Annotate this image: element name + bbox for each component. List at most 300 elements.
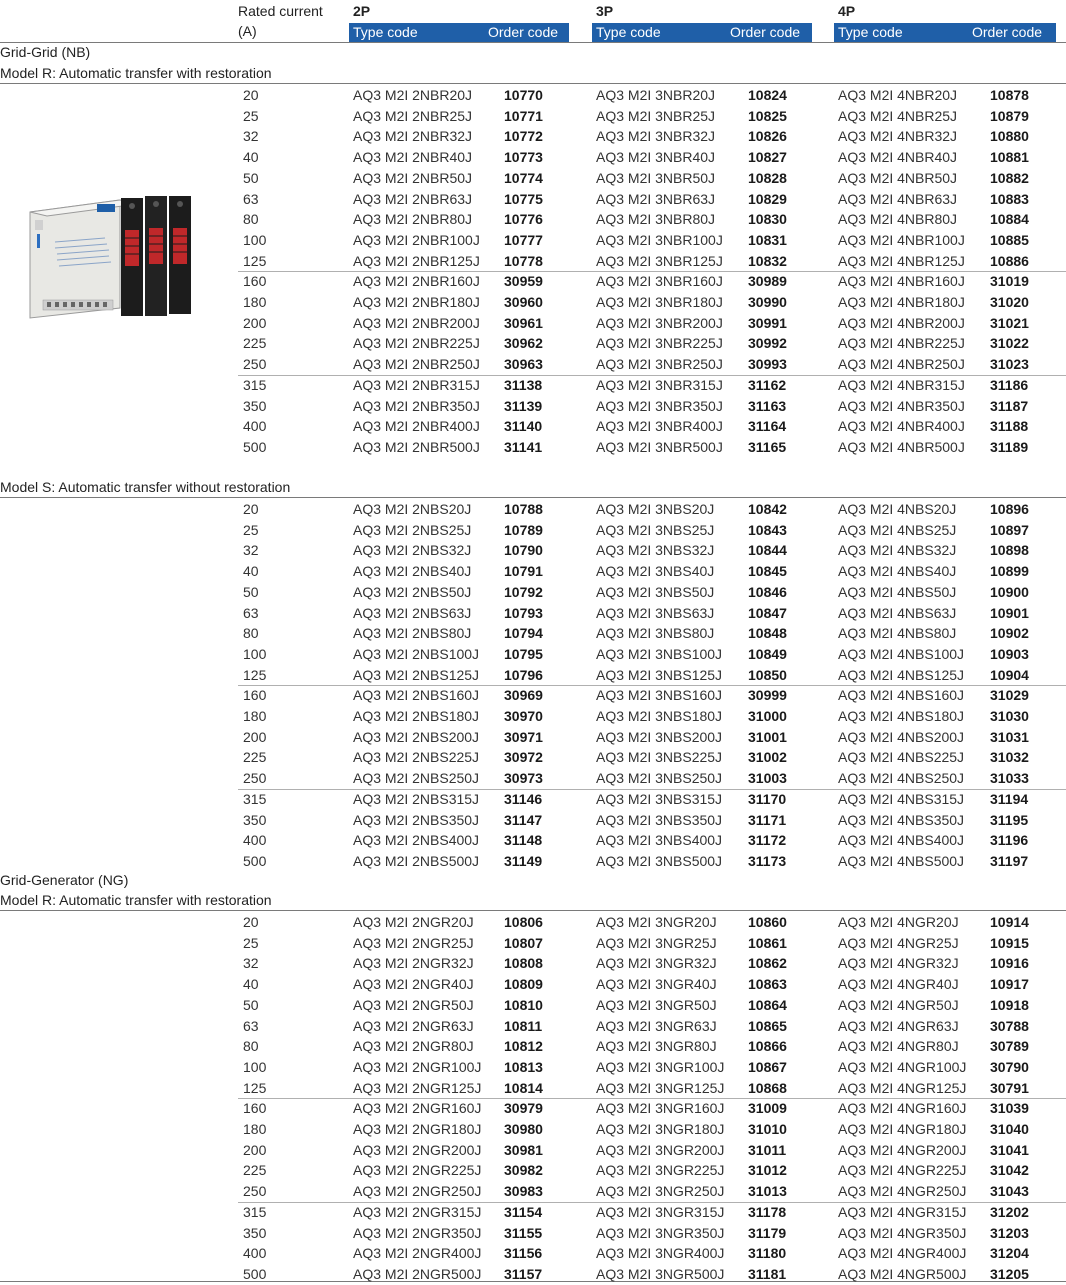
- type-code-2p-cell: AQ3 M2I 2NGR25J: [353, 934, 474, 951]
- table-row: [0, 437, 1066, 458]
- type-code-2p-cell: AQ3 M2I 2NGR50J: [353, 996, 474, 1013]
- order-code-3p-cell: 10832: [748, 252, 787, 269]
- type-code-4p-cell: AQ3 M2I 4NGR32J: [838, 955, 959, 972]
- order-code-4p-cell: 10917: [990, 976, 1029, 993]
- type-code-3p-cell: AQ3 M2I 3NGR100J: [596, 1058, 725, 1075]
- rated-current-cell: 25: [243, 107, 259, 124]
- order-code-4p-cell: 10881: [990, 149, 1029, 166]
- type-code-3p-cell: AQ3 M2I 3NBS315J: [596, 790, 723, 807]
- order-code-2p-cell: 10771: [504, 107, 543, 124]
- order-code-3p-cell: 10842: [748, 501, 787, 517]
- order-code-2p-cell: 10814: [504, 1079, 543, 1096]
- rated-current-cell: 50: [243, 996, 259, 1013]
- order-code-3p-cell: 31180: [748, 1245, 787, 1262]
- order-code-2p-cell: 10770: [504, 87, 543, 103]
- order-code-4p-cell: 31188: [990, 418, 1029, 435]
- order-code-header: Order code: [488, 24, 559, 40]
- type-code-2p-cell: AQ3 M2I 2NBR100J: [353, 231, 480, 248]
- type-code-4p-cell: AQ3 M2I 4NGR25J: [838, 934, 959, 951]
- type-code-4p-cell: AQ3 M2I 4NGR125J: [838, 1079, 967, 1096]
- rated-current-cell: 180: [243, 294, 267, 310]
- order-code-3p-cell: 31011: [748, 1141, 787, 1158]
- order-code-2p-cell: 30980: [504, 1121, 543, 1137]
- type-code-2p-cell: AQ3 M2I 2NGR500J: [353, 1265, 482, 1282]
- order-code-4p-cell: 10904: [990, 666, 1029, 683]
- order-code-4p-cell: 10901: [990, 604, 1029, 621]
- rated-current-cell: 125: [243, 666, 267, 683]
- order-code-4p-cell: 31187: [990, 397, 1029, 414]
- order-code-4p-cell: 10899: [990, 563, 1029, 580]
- rated-current-cell: 160: [243, 1100, 267, 1117]
- rated-current-cell: 250: [243, 770, 267, 787]
- type-code-2p-cell: AQ3 M2I 2NBR400J: [353, 418, 480, 435]
- type-code-3p-cell: AQ3 M2I 3NBR63J: [596, 190, 716, 207]
- type-code-2p-cell: AQ3 M2I 2NGR125J: [353, 1079, 482, 1096]
- order-code-4p-cell: 10879: [990, 107, 1029, 124]
- type-code-2p-cell: AQ3 M2I 2NBR32J: [353, 128, 473, 145]
- type-code-2p-cell: AQ3 M2I 2NBS25J: [353, 521, 472, 538]
- order-code-3p-cell: 10830: [748, 211, 787, 228]
- order-code-header: Order code: [972, 24, 1043, 40]
- type-code-2p-cell: AQ3 M2I 2NGR80J: [353, 1038, 474, 1055]
- type-code-2p-cell: AQ3 M2I 2NBR500J: [353, 438, 480, 455]
- type-code-4p-cell: AQ3 M2I 4NGR63J: [838, 1017, 959, 1034]
- type-code-3p-cell: AQ3 M2I 3NBS350J: [596, 811, 723, 828]
- table-row: [0, 789, 1066, 810]
- table-row: [0, 189, 1066, 210]
- order-code-3p-cell: 10861: [748, 934, 787, 951]
- table-row: [0, 747, 1066, 768]
- table-row: [0, 230, 1066, 251]
- rated-current-cell: 63: [243, 1017, 259, 1034]
- order-code-3p-cell: 31010: [748, 1121, 787, 1137]
- rated-current-cell: 100: [243, 231, 267, 248]
- type-code-4p-cell: AQ3 M2I 4NBS32J: [838, 542, 957, 559]
- type-code-4p-cell: AQ3 M2I 4NBR350J: [838, 397, 965, 414]
- order-code-2p-cell: 31139: [504, 397, 543, 414]
- order-code-3p-cell: 30989: [748, 273, 787, 290]
- type-code-4p-cell: AQ3 M2I 4NBS315J: [838, 790, 965, 807]
- order-code-4p-cell: 30788: [990, 1017, 1029, 1034]
- type-code-3p-cell: AQ3 M2I 3NGR80J: [596, 1038, 717, 1055]
- type-code-2p-cell: AQ3 M2I 2NBR225J: [353, 335, 480, 352]
- order-code-4p-cell: 31040: [990, 1121, 1029, 1137]
- order-code-2p-cell: 30970: [504, 708, 543, 724]
- type-code-2p-cell: AQ3 M2I 2NBS80J: [353, 625, 472, 642]
- order-code-4p-cell: 31043: [990, 1183, 1029, 1200]
- type-code-3p-cell: AQ3 M2I 3NGR500J: [596, 1265, 725, 1282]
- order-code-4p-cell: 31189: [990, 438, 1029, 455]
- type-code-2p-cell: AQ3 M2I 2NGR315J: [353, 1203, 482, 1220]
- table-row: [0, 603, 1066, 624]
- table-row: [0, 354, 1066, 375]
- order-code-2p-cell: 10776: [504, 211, 543, 228]
- type-code-4p-cell: AQ3 M2I 4NGR50J: [838, 996, 959, 1013]
- rated-current-cell: 160: [243, 687, 267, 704]
- type-code-3p-cell: AQ3 M2I 3NBS40J: [596, 563, 715, 580]
- order-code-3p-cell: 31162: [748, 376, 787, 393]
- type-code-3p-cell: AQ3 M2I 3NBS400J: [596, 832, 723, 849]
- order-code-2p-cell: 10788: [504, 501, 543, 517]
- order-code-2p-cell: 10807: [504, 934, 543, 951]
- table-row: [0, 168, 1066, 189]
- type-code-3p-cell: AQ3 M2I 3NBR125J: [596, 252, 723, 269]
- type-code-2p-cell: AQ3 M2I 2NGR250J: [353, 1183, 482, 1200]
- type-code-3p-cell: AQ3 M2I 3NBR180J: [596, 294, 723, 310]
- order-code-4p-cell: 31194: [990, 790, 1029, 807]
- table-row: [0, 520, 1066, 541]
- type-code-4p-cell: AQ3 M2I 4NBS350J: [838, 811, 965, 828]
- rated-current-cell: 50: [243, 169, 259, 186]
- type-code-4p-cell: AQ3 M2I 4NBR100J: [838, 231, 965, 248]
- order-code-2p-cell: 10789: [504, 521, 543, 538]
- pole-2p-column-header: [349, 23, 569, 42]
- order-code-4p-cell: 31186: [990, 376, 1029, 393]
- rated-current-cell: 100: [243, 1058, 267, 1075]
- rated-current-cell: 32: [243, 542, 259, 559]
- type-code-3p-cell: AQ3 M2I 3NGR63J: [596, 1017, 717, 1034]
- table-row: [0, 271, 1066, 292]
- order-code-4p-cell: 30791: [990, 1079, 1029, 1096]
- order-code-4p-cell: 10916: [990, 955, 1029, 972]
- rated-current-cell: 63: [243, 190, 259, 207]
- type-code-4p-cell: AQ3 M2I 4NBR63J: [838, 190, 958, 207]
- type-code-2p-cell: AQ3 M2I 2NBS40J: [353, 563, 472, 580]
- order-code-3p-cell: 10862: [748, 955, 787, 972]
- order-code-4p-cell: 10902: [990, 625, 1029, 642]
- table-row: [0, 1223, 1066, 1244]
- order-code-2p-cell: 10813: [504, 1058, 543, 1075]
- type-code-3p-cell: AQ3 M2I 3NBR400J: [596, 418, 723, 435]
- type-code-3p-cell: AQ3 M2I 3NBS500J: [596, 852, 723, 869]
- order-code-3p-cell: 10849: [748, 645, 787, 662]
- table-row: [0, 1119, 1066, 1140]
- order-code-4p-cell: 31032: [990, 749, 1029, 766]
- order-code-3p-cell: 31163: [748, 397, 787, 414]
- table-row: [0, 706, 1066, 727]
- table-row: [0, 1160, 1066, 1181]
- table-row: [0, 830, 1066, 851]
- table-row: [0, 1036, 1066, 1057]
- type-code-4p-cell: AQ3 M2I 4NBR160J: [838, 273, 965, 290]
- table-row: [0, 1181, 1066, 1202]
- order-code-4p-cell: 31020: [990, 294, 1029, 310]
- order-code-4p-cell: 31196: [990, 832, 1029, 849]
- table-row: [0, 768, 1066, 789]
- type-code-2p-cell: AQ3 M2I 2NBR125J: [353, 252, 480, 269]
- type-code-2p-cell: AQ3 M2I 2NGR20J: [353, 914, 474, 930]
- order-code-2p-cell: 10795: [504, 645, 543, 662]
- type-code-3p-cell: AQ3 M2I 3NGR225J: [596, 1162, 725, 1179]
- table-row: [0, 582, 1066, 603]
- order-code-3p-cell: 30990: [748, 294, 787, 310]
- type-code-4p-cell: AQ3 M2I 4NBR32J: [838, 128, 958, 145]
- type-code-4p-cell: AQ3 M2I 4NGR160J: [838, 1100, 967, 1117]
- rated-current-cell: 200: [243, 314, 267, 331]
- order-code-3p-cell: 31173: [748, 852, 787, 869]
- order-code-4p-cell: 31197: [990, 852, 1029, 869]
- type-code-3p-cell: AQ3 M2I 3NBR100J: [596, 231, 723, 248]
- type-code-4p-cell: AQ3 M2I 4NBR50J: [838, 169, 958, 186]
- type-code-2p-cell: AQ3 M2I 2NBR160J: [353, 273, 480, 290]
- rated-current-cell: 125: [243, 1079, 267, 1096]
- table-row: [0, 396, 1066, 417]
- type-code-3p-cell: AQ3 M2I 3NBR32J: [596, 128, 716, 145]
- type-code-4p-cell: AQ3 M2I 4NBS160J: [838, 687, 965, 704]
- order-code-3p-cell: 10865: [748, 1017, 787, 1034]
- order-code-3p-cell: 31002: [748, 749, 787, 766]
- type-code-4p-cell: AQ3 M2I 4NBS180J: [838, 708, 965, 724]
- order-code-2p-cell: 10778: [504, 252, 543, 269]
- order-code-3p-cell: 10848: [748, 625, 787, 642]
- order-code-4p-cell: 31029: [990, 687, 1029, 704]
- order-code-2p-cell: 10775: [504, 190, 543, 207]
- table-row: [0, 1243, 1066, 1264]
- rated-current-cell: 180: [243, 1121, 267, 1137]
- type-code-3p-cell: AQ3 M2I 3NBS125J: [596, 666, 723, 683]
- table-row: [0, 1098, 1066, 1119]
- type-code-2p-cell: AQ3 M2I 2NGR180J: [353, 1121, 482, 1137]
- order-code-4p-cell: 31204: [990, 1245, 1029, 1262]
- order-code-3p-cell: 31170: [748, 790, 787, 807]
- type-code-2p-cell: AQ3 M2I 2NGR350J: [353, 1224, 482, 1241]
- type-code-3p-cell: AQ3 M2I 3NBR160J: [596, 273, 723, 290]
- type-code-3p-cell: AQ3 M2I 3NBR500J: [596, 438, 723, 455]
- type-code-2p-cell: AQ3 M2I 2NBS400J: [353, 832, 480, 849]
- rated-current-cell: 20: [243, 87, 259, 103]
- type-code-2p-cell: AQ3 M2I 2NBR200J: [353, 314, 480, 331]
- pole-2p-label: 2P: [353, 3, 371, 19]
- table-row: [0, 126, 1066, 147]
- type-code-2p-cell: AQ3 M2I 2NBS315J: [353, 790, 480, 807]
- rated-current-cell: 350: [243, 397, 267, 414]
- type-code-3p-cell: AQ3 M2I 3NBR25J: [596, 107, 716, 124]
- rated-current-cell: 40: [243, 976, 259, 993]
- rated-current-cell: 225: [243, 335, 267, 352]
- table-row: [0, 85, 1066, 106]
- order-code-2p-cell: 31157: [504, 1265, 543, 1282]
- order-code-header: Order code: [730, 24, 801, 40]
- rated-current-cell: 80: [243, 1038, 259, 1055]
- order-code-3p-cell: 31178: [748, 1203, 787, 1220]
- order-code-4p-cell: 10897: [990, 521, 1029, 538]
- type-code-2p-cell: AQ3 M2I 2NBS125J: [353, 666, 480, 683]
- type-code-3p-cell: AQ3 M2I 3NBS225J: [596, 749, 723, 766]
- order-code-3p-cell: 10864: [748, 996, 787, 1013]
- table-row: [0, 209, 1066, 230]
- order-code-2p-cell: 31138: [504, 376, 543, 393]
- type-code-3p-cell: AQ3 M2I 3NGR350J: [596, 1224, 725, 1241]
- table-row: [0, 292, 1066, 313]
- order-code-4p-cell: 10915: [990, 934, 1029, 951]
- order-code-3p-cell: 31172: [748, 832, 787, 849]
- order-code-2p-cell: 10773: [504, 149, 543, 166]
- order-code-2p-cell: 31148: [504, 832, 543, 849]
- order-code-4p-cell: 31039: [990, 1100, 1029, 1117]
- type-code-4p-cell: AQ3 M2I 4NBS100J: [838, 645, 965, 662]
- type-code-2p-cell: AQ3 M2I 2NBR180J: [353, 294, 480, 310]
- order-code-2p-cell: 30973: [504, 770, 543, 787]
- type-code-4p-cell: AQ3 M2I 4NBS63J: [838, 604, 957, 621]
- order-code-3p-cell: 31009: [748, 1100, 787, 1117]
- type-code-3p-cell: AQ3 M2I 3NBR40J: [596, 149, 716, 166]
- type-code-3p-cell: AQ3 M2I 3NBS250J: [596, 770, 723, 787]
- type-code-4p-cell: AQ3 M2I 4NGR225J: [838, 1162, 967, 1179]
- order-code-4p-cell: 10898: [990, 542, 1029, 559]
- table-row: [0, 851, 1066, 872]
- type-code-4p-cell: AQ3 M2I 4NBS200J: [838, 728, 965, 745]
- type-code-4p-cell: AQ3 M2I 4NBR25J: [838, 107, 958, 124]
- order-code-2p-cell: 30983: [504, 1183, 543, 1200]
- type-code-4p-cell: AQ3 M2I 4NBS225J: [838, 749, 965, 766]
- order-code-2p-cell: 10792: [504, 583, 543, 600]
- order-code-3p-cell: 10846: [748, 583, 787, 600]
- order-code-2p-cell: 10793: [504, 604, 543, 621]
- rated-current-cell: 225: [243, 1162, 267, 1179]
- order-code-2p-cell: 31146: [504, 790, 543, 807]
- rated-current-cell: 400: [243, 832, 267, 849]
- rated-current-cell: 250: [243, 356, 267, 373]
- order-code-4p-cell: 31042: [990, 1162, 1029, 1179]
- type-code-3p-cell: AQ3 M2I 3NBR20J: [596, 87, 716, 103]
- rated-current-cell: 180: [243, 708, 267, 724]
- table-row: [0, 685, 1066, 706]
- order-code-2p-cell: 30979: [504, 1100, 543, 1117]
- order-code-2p-cell: 10810: [504, 996, 543, 1013]
- type-code-3p-cell: AQ3 M2I 3NBS50J: [596, 583, 715, 600]
- type-code-3p-cell: AQ3 M2I 3NBR225J: [596, 335, 723, 352]
- type-code-2p-cell: AQ3 M2I 2NGR100J: [353, 1058, 482, 1075]
- order-code-3p-cell: 31181: [748, 1265, 787, 1282]
- type-code-2p-cell: AQ3 M2I 2NBS160J: [353, 687, 480, 704]
- type-code-3p-cell: AQ3 M2I 3NGR315J: [596, 1203, 725, 1220]
- order-code-4p-cell: 31021: [990, 314, 1029, 331]
- type-code-4p-cell: AQ3 M2I 4NBS40J: [838, 563, 957, 580]
- order-code-2p-cell: 30963: [504, 356, 543, 373]
- order-code-2p-cell: 30972: [504, 749, 543, 766]
- order-code-4p-cell: 10878: [990, 87, 1029, 103]
- rated-current-unit: (A): [238, 23, 257, 39]
- type-code-4p-cell: AQ3 M2I 4NBS80J: [838, 625, 957, 642]
- order-code-2p-cell: 31154: [504, 1203, 543, 1220]
- table-row: [0, 953, 1066, 974]
- type-code-4p-cell: AQ3 M2I 4NGR180J: [838, 1121, 967, 1137]
- order-code-4p-cell: 31203: [990, 1224, 1029, 1241]
- type-code-4p-cell: AQ3 M2I 4NBR20J: [838, 87, 958, 103]
- order-code-2p-cell: 10811: [504, 1017, 543, 1034]
- rated-current-header: Rated current: [238, 3, 323, 19]
- rated-current-cell: 250: [243, 1183, 267, 1200]
- type-code-4p-cell: AQ3 M2I 4NBR40J: [838, 149, 958, 166]
- type-code-2p-cell: AQ3 M2I 2NBS225J: [353, 749, 480, 766]
- type-code-4p-cell: AQ3 M2I 4NBR500J: [838, 438, 965, 455]
- table-row: [0, 644, 1066, 665]
- order-code-3p-cell: 10828: [748, 169, 787, 186]
- order-code-4p-cell: 10886: [990, 252, 1029, 269]
- type-code-2p-cell: AQ3 M2I 2NBS50J: [353, 583, 472, 600]
- order-code-2p-cell: 30959: [504, 273, 543, 290]
- order-code-4p-cell: 31033: [990, 770, 1029, 787]
- order-code-4p-cell: 31023: [990, 356, 1029, 373]
- table-row: [0, 665, 1066, 686]
- type-code-4p-cell: AQ3 M2I 4NGR100J: [838, 1058, 967, 1075]
- rated-current-cell: 32: [243, 128, 259, 145]
- order-code-4p-cell: 10882: [990, 169, 1029, 186]
- table-row: [0, 1264, 1066, 1285]
- order-code-4p-cell: 10918: [990, 996, 1029, 1013]
- type-code-2p-cell: AQ3 M2I 2NBR80J: [353, 211, 473, 228]
- rated-current-cell: 500: [243, 438, 267, 455]
- order-code-3p-cell: 10844: [748, 542, 787, 559]
- table-row: [0, 561, 1066, 582]
- rated-current-cell: 20: [243, 501, 259, 517]
- order-code-3p-cell: 31165: [748, 438, 787, 455]
- order-code-3p-cell: 30991: [748, 314, 787, 331]
- rated-current-cell: 315: [243, 1203, 267, 1220]
- rated-current-cell: 63: [243, 604, 259, 621]
- order-code-2p-cell: 31147: [504, 811, 543, 828]
- type-code-4p-cell: AQ3 M2I 4NBS500J: [838, 852, 965, 869]
- type-code-4p-cell: AQ3 M2I 4NGR400J: [838, 1245, 967, 1262]
- order-code-3p-cell: 10843: [748, 521, 787, 538]
- order-code-3p-cell: 10824: [748, 87, 787, 103]
- rated-current-cell: 160: [243, 273, 267, 290]
- rated-current-cell: 315: [243, 790, 267, 807]
- table-row: [0, 416, 1066, 437]
- order-code-3p-cell: 31164: [748, 418, 787, 435]
- rated-current-cell: 20: [243, 914, 259, 930]
- type-code-4p-cell: AQ3 M2I 4NGR20J: [838, 914, 959, 930]
- type-code-2p-cell: AQ3 M2I 2NBS20J: [353, 501, 472, 517]
- order-code-2p-cell: 31156: [504, 1245, 543, 1262]
- type-code-4p-cell: AQ3 M2I 4NGR315J: [838, 1203, 967, 1220]
- type-code-4p-cell: AQ3 M2I 4NBR250J: [838, 356, 965, 373]
- type-code-3p-cell: AQ3 M2I 3NGR40J: [596, 976, 717, 993]
- rated-current-cell: 315: [243, 376, 267, 393]
- rated-current-cell: 225: [243, 749, 267, 766]
- type-code-3p-cell: AQ3 M2I 3NBR250J: [596, 356, 723, 373]
- order-code-2p-cell: 10772: [504, 128, 543, 145]
- order-code-3p-cell: 10850: [748, 666, 787, 683]
- order-code-4p-cell: 31202: [990, 1203, 1029, 1220]
- order-code-3p-cell: 30999: [748, 687, 787, 704]
- order-code-4p-cell: 10896: [990, 501, 1029, 517]
- section-rule: [0, 83, 1066, 84]
- order-code-2p-cell: 30971: [504, 728, 543, 745]
- order-code-3p-cell: 10825: [748, 107, 787, 124]
- rated-current-cell: 100: [243, 645, 267, 662]
- table-row: [0, 1202, 1066, 1223]
- table-row: [0, 375, 1066, 396]
- rated-current-cell: 500: [243, 852, 267, 869]
- table-row: [0, 313, 1066, 334]
- type-code-3p-cell: AQ3 M2I 3NBR315J: [596, 376, 723, 393]
- table-row: [0, 810, 1066, 831]
- type-code-2p-cell: AQ3 M2I 2NGR200J: [353, 1141, 482, 1158]
- type-code-3p-cell: AQ3 M2I 3NBS20J: [596, 501, 715, 517]
- table-row: [0, 1078, 1066, 1099]
- order-code-4p-cell: 10880: [990, 128, 1029, 145]
- order-code-3p-cell: 31179: [748, 1224, 787, 1241]
- order-code-3p-cell: 10826: [748, 128, 787, 145]
- type-code-2p-cell: AQ3 M2I 2NBR63J: [353, 190, 473, 207]
- type-code-4p-cell: AQ3 M2I 4NBS400J: [838, 832, 965, 849]
- type-code-4p-cell: AQ3 M2I 4NBS50J: [838, 583, 957, 600]
- pole-3p-label: 3P: [596, 3, 614, 19]
- order-code-2p-cell: 10791: [504, 563, 543, 580]
- rated-current-cell: 125: [243, 252, 267, 269]
- type-code-4p-cell: AQ3 M2I 4NBR80J: [838, 211, 958, 228]
